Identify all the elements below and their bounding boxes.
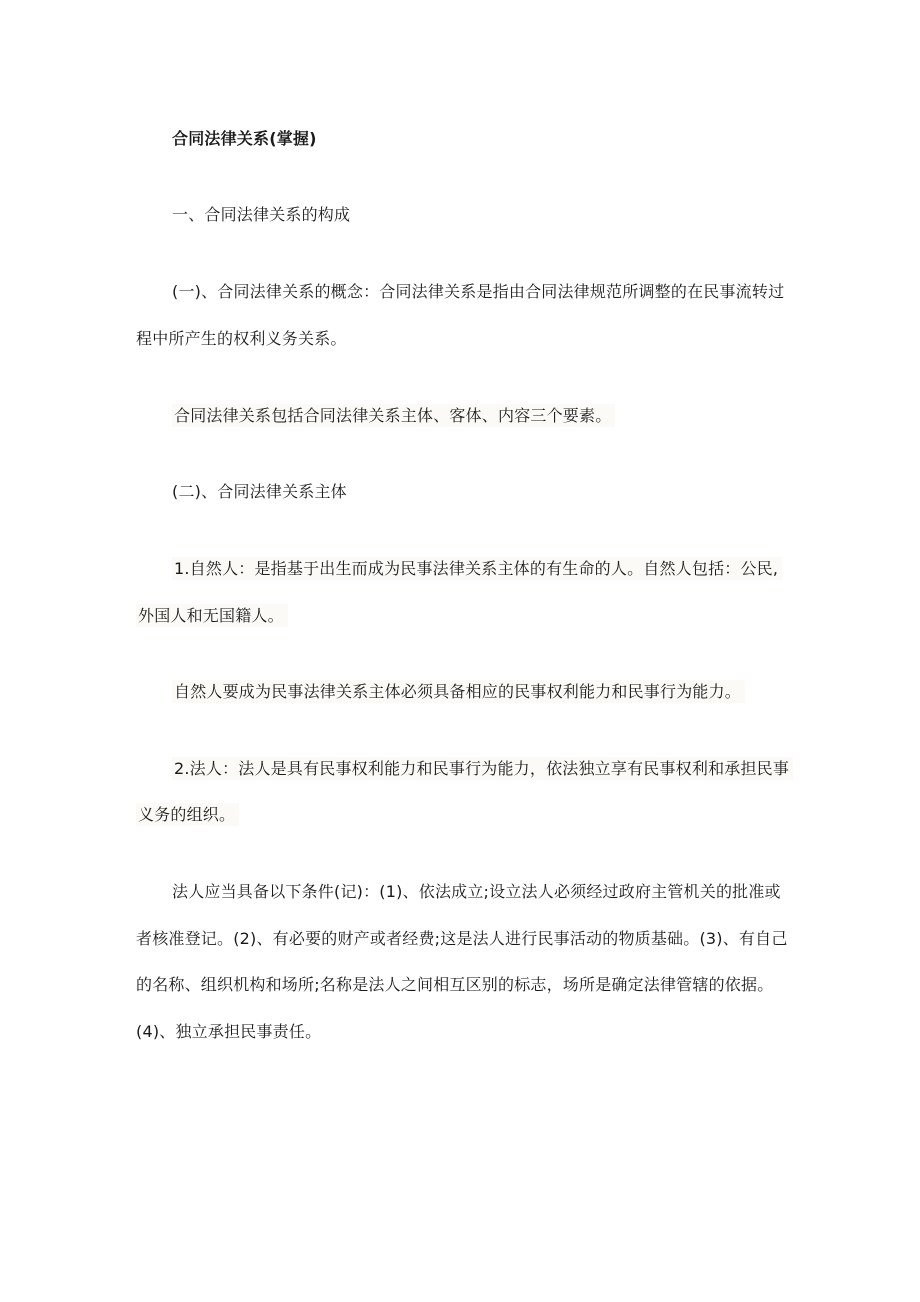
- natural-person-line-1: [172, 557, 782, 581]
- natural-person-requirement: [172, 680, 745, 704]
- section-heading-composition: 一、合同法律关系的构成: [172, 205, 351, 224]
- natural-person-requirement-text: 自然人要成为民事法律关系主体必须具备相应的民事权利能力和民事行为能力。: [172, 680, 745, 703]
- elements-paragraph: [172, 404, 615, 428]
- elements-text: 合同法律关系包括合同法律关系主体、客体、内容三个要素。: [172, 404, 615, 427]
- legal-person-line-2: [136, 803, 239, 827]
- conditions-line-2: 者核准登记。(2)、有必要的财产或者经费;这是法人进行民事活动的物质基础。(3)、有自己: [136, 929, 788, 948]
- natural-person-text-2: 外国人和无国籍人。: [136, 604, 288, 627]
- concept-line-2: 程中所产生的权利义务关系。: [136, 329, 347, 348]
- natural-person-line-2: [136, 604, 288, 628]
- legal-person-line-1: [172, 757, 793, 781]
- conditions-line-4: (4)、独立承担民事责任。: [136, 1022, 322, 1041]
- conditions-line-3: 的名称、组织机构和场所;名称是法人之间相互区别的标志，场所是确定法律管辖的依据。: [136, 975, 774, 994]
- subject-heading: (二)、合同法律关系主体: [172, 482, 347, 501]
- legal-person-text-2: 义务的组织。: [136, 803, 239, 826]
- conditions-line-1: 法人应当具备以下条件(记)：(1)、依法成立;设立法人必须经过政府主管机关的批准或: [172, 882, 781, 901]
- document-title: 合同法律关系(掌握): [172, 129, 317, 148]
- legal-person-text-1: 2.法人：法人是具有民事权利能力和民事行为能力，依法独立享有民事权利和承担民事: [172, 757, 793, 780]
- natural-person-text-1: 1.自然人：是指基于出生而成为民事法律关系主体的有生命的人。自然人包括：公民,: [172, 557, 782, 580]
- concept-line-1: (一)、合同法律关系的概念：合同法律关系是指由合同法律规范所调整的在民事流转过: [172, 282, 785, 301]
